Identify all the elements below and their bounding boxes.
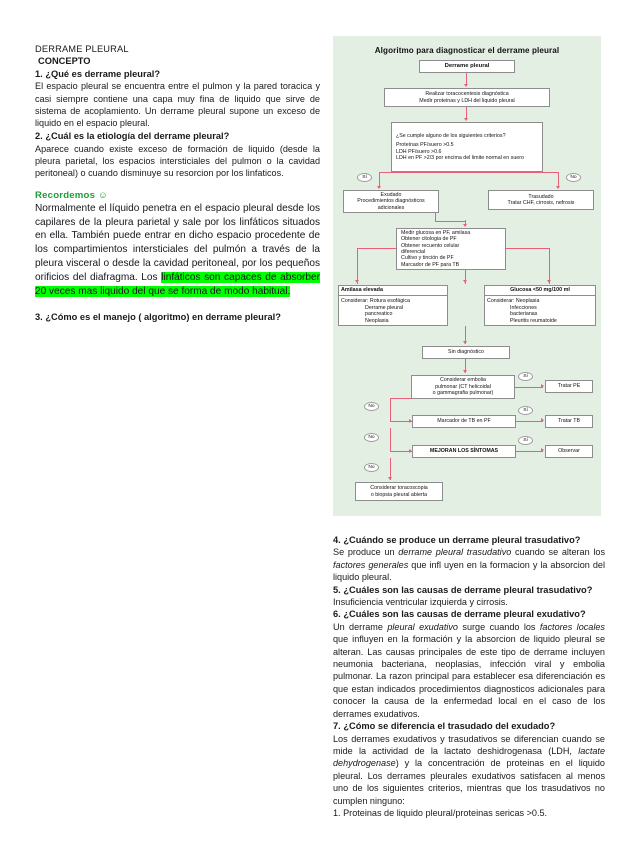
flowchart-title: Algoritmo para diagnosticar el derrame pleural bbox=[374, 46, 560, 55]
recordemos-block bbox=[35, 189, 320, 299]
test-5: Cultivo y tinción de PF bbox=[401, 255, 454, 262]
arrow-head bbox=[463, 280, 467, 283]
flow-node-sin-diagnostico: Sin diagnóstico bbox=[422, 346, 510, 359]
glucosa-item-4: Pleuritis reumatoide bbox=[510, 317, 557, 324]
answer-6-part2: surge cuando los bbox=[458, 621, 540, 632]
label-si-criteria: Sí bbox=[357, 173, 372, 182]
arrow-head bbox=[556, 186, 560, 189]
label-si-tb: Sí bbox=[518, 406, 533, 415]
answer-6 bbox=[333, 621, 605, 720]
recordemos-body bbox=[35, 202, 320, 299]
flow-node-mejoran-sintomas: MEJORAN LOS SÍNTOMAS bbox=[412, 445, 516, 458]
answer-6-part3: que influyen en la formación y la absorcion de liquido pleural se alteran. Las causas principales de este tipo de derrame incluyen neumonia bacteriana, neoplasias, infección viral y embolia pulmonar. La razon principal para establecer esa diferenciación es que estan indicados procedimientos diagnosticos adicionales para conocer la causa de la enfermedad local en el caso de los derrames exudativos. bbox=[333, 634, 605, 719]
left-text-column bbox=[35, 43, 320, 323]
glucosa-body bbox=[485, 296, 595, 325]
arrow-head bbox=[464, 118, 468, 121]
arrow-head bbox=[541, 418, 544, 422]
flow-node-start: Derrame pleural bbox=[419, 60, 515, 73]
amilasa-item-4: Neoplasia bbox=[365, 317, 389, 324]
question-6: 6. ¿Cuáles son las causas de derrame pleural exudativo? bbox=[333, 609, 586, 620]
recordemos-plain-text: Normalmente el líquido penetra en el espacio pleural desde los capilares de la pleura parietal y sale por los linfáticos situados en ella. También puede entrar en dicho espacio procedente de los compartimientos intersticiales del pulmón a través de la pleura visceral o desde la cavidad peritoneal, por los pequeños orificios del diafragma. Los bbox=[35, 202, 320, 284]
connector bbox=[516, 451, 543, 452]
arrow-head bbox=[463, 224, 467, 227]
glucosa-item-1: Neoplasia bbox=[515, 298, 540, 305]
arrow-head bbox=[463, 341, 467, 344]
test-6: Marcador de PF para TB bbox=[401, 261, 460, 268]
embolia-line-2: pulmonar (CT helicoidal bbox=[435, 383, 491, 390]
document-title: DERRAME PLEURAL bbox=[35, 44, 129, 54]
flow-node-exudado bbox=[343, 190, 439, 213]
trasudado-sub: Tratar CHF, cirrosis, nefrosis bbox=[507, 200, 575, 206]
exudado-sub2: adicionales bbox=[377, 204, 405, 211]
label-si-embolia: Sí bbox=[518, 372, 533, 381]
arrow-head bbox=[541, 384, 544, 388]
answer-4-part1: Se produce un bbox=[333, 547, 399, 558]
test-3: Obtener recuento celular bbox=[401, 242, 460, 249]
answer-7-part1: Los derrames exudativos y trasudativos se diferencian cuando se mide la actividad de la lactato deshidrogenasa (LDH, bbox=[333, 733, 605, 756]
question-5: 5. ¿Cuáles son las causas de derrame pleural trasudativo? bbox=[333, 584, 593, 595]
amilasa-body bbox=[339, 296, 447, 325]
amilasa-title: Amilasa elevada bbox=[339, 286, 447, 296]
connector bbox=[357, 248, 396, 249]
label-no-tb: No bbox=[364, 433, 379, 442]
amilasa-item-2: Derrame pleural bbox=[365, 304, 403, 311]
flow-node-thoracentesis-line1: Realizar toracocentesis diagnóstica bbox=[425, 91, 509, 98]
connector bbox=[549, 248, 550, 284]
flow-node-tratar-tb: Tratar TB bbox=[545, 415, 593, 428]
arrow-head bbox=[541, 448, 544, 452]
arrow-head bbox=[464, 84, 468, 87]
toracoscopia-line-2: o biopsia pleural abierta bbox=[370, 491, 428, 498]
arrow-head bbox=[463, 370, 467, 373]
question-2: 2. ¿Cuál es la etiología del derrame pleural? bbox=[35, 130, 230, 141]
recordemos-highlighted-text: linfáticos son capaces de absorber 20 veces mas liquido del que se forma de modo habitual. bbox=[35, 272, 320, 298]
arrow-head bbox=[355, 280, 359, 283]
test-1: Medir glucosa en PF, amilasa bbox=[401, 229, 471, 236]
answer-6-italic1: pleural exudativo bbox=[387, 621, 458, 632]
glucosa-lead: Considerar: bbox=[487, 298, 515, 305]
flow-node-trasudado bbox=[488, 190, 594, 210]
criteria-question: ¿Se cumple alguno de los siguientes criterios? bbox=[396, 132, 506, 139]
connector bbox=[516, 421, 543, 422]
question-4: 4. ¿Cuándo se produce un derrame pleural trasudativo? bbox=[333, 535, 581, 545]
answer-5: Insuficiencia ventricular izquierda y cirrosis. bbox=[333, 597, 508, 608]
answer-2: Aparece cuando existe exceso de formación de liquido (desde la pleura parietal, los espacios intersticiales del pulmon o la cavidad peritoneal) o cuando disminuye su resorcion por los linfaticos. bbox=[35, 143, 320, 179]
answer-4-italic2: factores generales bbox=[333, 559, 409, 570]
criteria-2: LDH PF/suero >0.6 bbox=[396, 148, 442, 155]
arrow-head bbox=[547, 280, 551, 283]
answer-7 bbox=[333, 733, 605, 807]
answer-7-part2: ) y la concentración de proteinas en el liquido pleural. Los derrames pleurales exudativos satisfacen al menos uno de los siguientes criterios, mientras que los trasudativos no cumplen ninguno: bbox=[333, 758, 605, 806]
criteria-1: Proteínas PF/suero >0.5 bbox=[396, 142, 454, 149]
label-no-mejoran: No bbox=[364, 463, 379, 472]
flow-node-tratar-pe: Tratar PE bbox=[545, 380, 593, 393]
flowchart-panel bbox=[333, 36, 601, 516]
right-text-column bbox=[333, 534, 605, 819]
recordemos-heading-text: Recordemos bbox=[35, 189, 96, 201]
answer-4-part2: cuando se alteran los bbox=[511, 547, 605, 558]
flow-node-observar: Observar bbox=[545, 445, 593, 458]
arrow-head bbox=[388, 477, 392, 480]
connector bbox=[379, 172, 559, 173]
connector bbox=[515, 387, 543, 388]
amilasa-item-3: pancreatico bbox=[365, 311, 393, 318]
smiley-icon: ☺ bbox=[98, 189, 108, 201]
question-1: 1. ¿Qué es derrame pleural? bbox=[35, 68, 161, 79]
answer-1: El espacio pleural se encuentra entre el pulmon y la pared toracica y casi siempre contiene una capa muy fina de liquido que sirve de sistema de acoplamiento. Un derrame pleural supone un exceso de liquido en el espacio pleural. bbox=[35, 81, 320, 129]
criteria-3: LDH en PF >2/3 por encima del limite normal en suero bbox=[396, 154, 524, 161]
criterion-1: 1. Proteinas de liquido pleural/proteinas sericas >0.5. bbox=[333, 807, 548, 818]
flow-node-amilasa bbox=[338, 285, 448, 326]
label-si-mejoran: Sí bbox=[518, 436, 533, 445]
answer-4-part3: que infl uyen en la formacion y la absorcion del liquido pleural. bbox=[333, 559, 605, 583]
label-no-embolia: No bbox=[364, 402, 379, 411]
flow-node-thoracentesis bbox=[384, 88, 550, 107]
embolia-line-1: Considerar embolia bbox=[440, 377, 486, 384]
glucosa-item-3: bacterianas bbox=[510, 311, 538, 318]
exudado-sub1: Procedimientos diagnósticos bbox=[357, 198, 425, 205]
answer-7-italic1: lactate dehydrogenase bbox=[333, 745, 605, 769]
question-7: 7. ¿Cómo se diferencia el trasudado del exudado? bbox=[333, 721, 556, 732]
document-subtitle: CONCEPTO bbox=[38, 56, 91, 66]
amilasa-item-1: Rotura esofágica bbox=[369, 298, 410, 305]
exudado-title: Exudado bbox=[380, 191, 402, 198]
test-2: Obtener citologia de PF bbox=[401, 236, 457, 243]
recordemos-heading bbox=[35, 189, 320, 202]
answer-4 bbox=[333, 546, 605, 583]
connector bbox=[357, 248, 358, 284]
label-no-criteria: No bbox=[566, 173, 581, 182]
answer-6-italic2: factores locales bbox=[539, 621, 605, 632]
trasudado-title: Trasudado bbox=[528, 193, 554, 200]
connector bbox=[506, 248, 550, 249]
toracoscopia-line-1: Considerar toracoscopia bbox=[370, 485, 428, 492]
flow-node-thoracentesis-line2: Medir proteinas y LDH del liquido pleural bbox=[419, 97, 515, 104]
glucosa-item-2: Infecciones bbox=[510, 304, 537, 311]
connector bbox=[435, 221, 466, 222]
flow-node-toracoscopia bbox=[355, 482, 443, 501]
question-3: 3. ¿Cómo es el manejo ( algoritmo) en derrame pleural? bbox=[35, 312, 281, 323]
flow-node-tests bbox=[396, 228, 506, 270]
amilasa-lead: Considerar: bbox=[341, 298, 369, 305]
flow-node-light-criteria bbox=[391, 122, 543, 172]
arrow-head bbox=[377, 186, 381, 189]
flow-node-glucosa bbox=[484, 285, 596, 326]
connector bbox=[390, 428, 391, 452]
connector bbox=[390, 398, 412, 399]
answer-4-italic1: derrame pleural trasudativo bbox=[398, 547, 512, 558]
connector bbox=[390, 398, 391, 422]
answer-6-part1: Un derrame bbox=[333, 621, 388, 632]
flow-node-embolia bbox=[411, 375, 515, 399]
embolia-line-3: o gammagrafia pulmonar) bbox=[432, 390, 494, 397]
test-4: diferencial bbox=[401, 249, 426, 255]
flow-node-marcador-tb: Marcador de TB en PF bbox=[412, 415, 516, 428]
glucosa-title: Glucosa <50 mg/100 ml bbox=[485, 286, 595, 296]
